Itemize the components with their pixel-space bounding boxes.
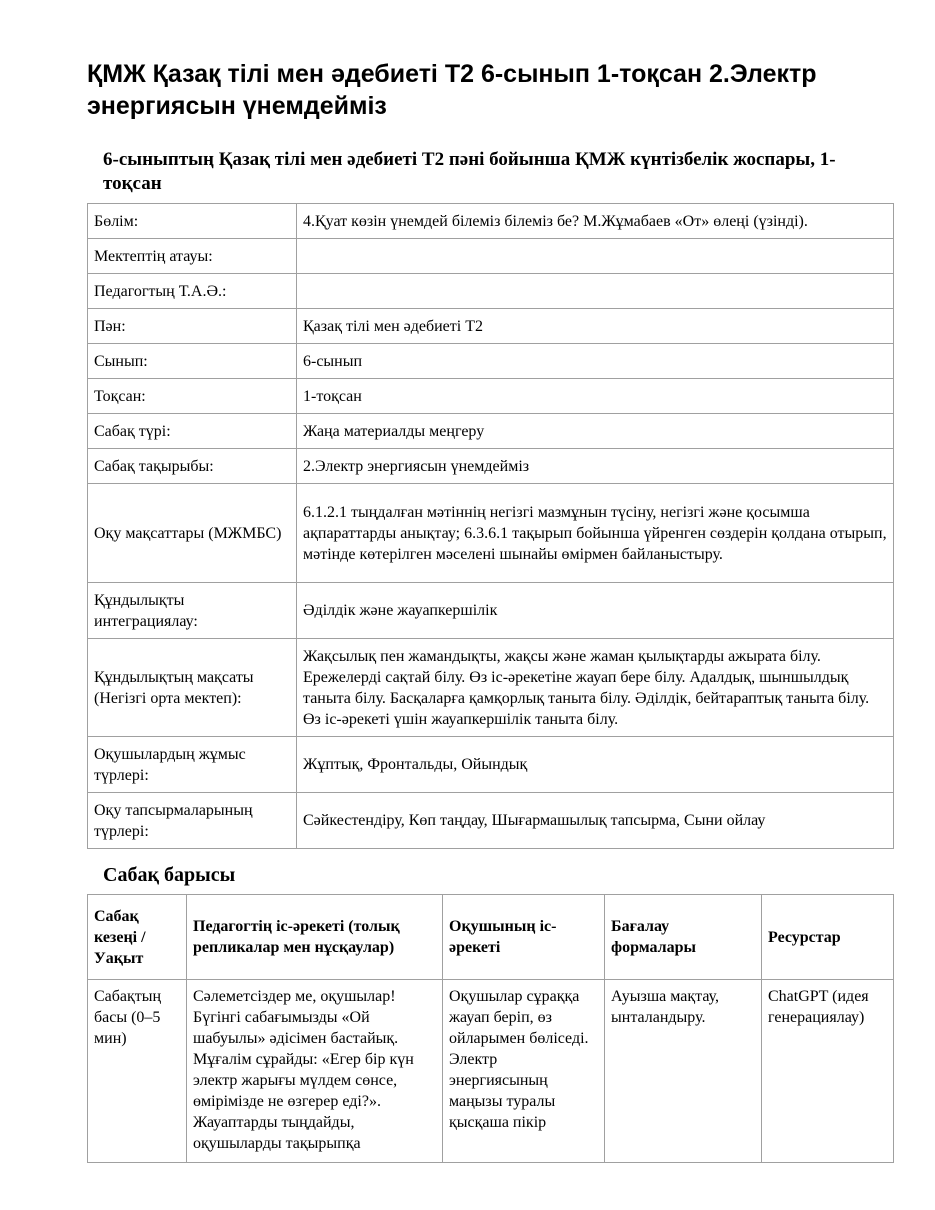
lesson-info-table — [87, 203, 894, 849]
info-value: Жақсылық пен жамандықты, жақсы және жаман қылықтарды ажырата білу. Ережелерді сақтай білу. Өз іс-әрекетіне жауап бере білу. Адалдық, шыншылдық таныта білу. Басқаларға қамқорлық таныта білу. Әділдік, бейтараптық таныта білу. Өз іс-әрекеті үшін жауапкершілік таныта білу. — [297, 639, 894, 737]
table-row — [88, 737, 894, 793]
info-label: Тоқсан: — [88, 379, 297, 414]
student-activity-cell: Оқушылар сұраққа жауап беріп, өз ойларымен бөліседі. Электр энергиясының маңызы туралы қысқаша пікір — [443, 980, 605, 1163]
column-header-teacher: Педагогтің іс-әрекеті (толық репликалар мен нұсқаулар) — [187, 895, 443, 980]
info-label: Оқу тапсырмаларының түрлері: — [88, 793, 297, 849]
table-row — [88, 449, 894, 484]
info-label: Пән: — [88, 309, 297, 344]
column-header-assessment: Бағалау формалары — [605, 895, 762, 980]
info-label: Оқу мақсаттары (МЖМБС) — [88, 484, 297, 583]
table-row — [88, 484, 894, 583]
info-value: Қазақ тілі мен әдебиеті Т2 — [297, 309, 894, 344]
assessment-cell: Ауызша мақтау, ынталандыру. — [605, 980, 762, 1163]
info-value: Жаңа материалды меңгеру — [297, 414, 894, 449]
info-value: 6-сынып — [297, 344, 894, 379]
info-label: Құндылықты интеграциялау: — [88, 583, 297, 639]
info-label: Мектептің атауы: — [88, 239, 297, 274]
info-value: 6.1.2.1 тыңдалған мәтіннің негізгі мазмұнын түсіну, негізгі және қосымша ақпараттарды анықтау; 6.3.6.1 тақырып бойынша үйренген сөздерін қолдана отырып, мәтінде көтерілген мәселені шынайы өмірмен байланыстыру. — [297, 484, 894, 583]
info-label: Сабақ түрі: — [88, 414, 297, 449]
lesson-flow-heading: Сабақ барысы — [103, 864, 236, 886]
info-label: Оқушылардың жұмыс түрлері: — [88, 737, 297, 793]
table-row — [88, 793, 894, 849]
column-header-student: Оқушының іс-әрекеті — [443, 895, 605, 980]
table-row — [88, 274, 894, 309]
info-value: 4.Қуат көзін үнемдей білеміз білеміз бе? М.Жұмабаев «От» өлеңі (үзінді). — [297, 204, 894, 239]
table-row — [88, 980, 894, 1163]
page-title: ҚМЖ Қазақ тілі мен әдебиеті Т2 6-сынып 1-тоқсан 2.Электр энергиясын үнемдейміз — [87, 60, 817, 120]
info-value: 1-тоқсан — [297, 379, 894, 414]
table-header-row — [88, 895, 894, 980]
info-label: Педагогтың Т.А.Ә.: — [88, 274, 297, 309]
table-row — [88, 639, 894, 737]
info-label: Сынып: — [88, 344, 297, 379]
table-row — [88, 583, 894, 639]
plan-subtitle: 6-сыныптың Қазақ тілі мен әдебиеті Т2 пәні бойынша ҚМЖ күнтізбелік жоспары, 1-тоқсан — [103, 149, 836, 194]
table-row — [88, 344, 894, 379]
table-row — [88, 309, 894, 344]
table-row — [88, 379, 894, 414]
teacher-activity-cell: Сәлеметсіздер ме, оқушылар! Бүгінгі сабағымызды «Ой шабуылы» әдісімен бастайық. Мұғалім сұрайды: «Егер бір күн электр жарығы мүлдем сөнсе, өмірімізде не өзгерер еді?». Жауаптарды тыңдайды, оқушыларды тақырыпқа — [187, 980, 443, 1163]
info-value: 2.Электр энергиясын үнемдейміз — [297, 449, 894, 484]
info-value: Әділдік және жауапкершілік — [297, 583, 894, 639]
column-header-stage: Сабақ кезеңі / Уақыт — [88, 895, 187, 980]
column-header-resources: Ресурстар — [762, 895, 894, 980]
info-value: Сәйкестендіру, Көп таңдау, Шығармашылық тапсырма, Сыни ойлау — [297, 793, 894, 849]
info-value — [297, 239, 894, 274]
lesson-flow-table — [87, 894, 894, 1163]
info-label: Бөлім: — [88, 204, 297, 239]
info-label: Құндылықтың мақсаты (Негізгі орта мектеп): — [88, 639, 297, 737]
table-row — [88, 414, 894, 449]
stage-cell: Сабақтың басы (0–5 мин) — [88, 980, 187, 1163]
table-row — [88, 204, 894, 239]
resources-cell: ChatGPT (идея генерациялау) — [762, 980, 894, 1163]
table-row — [88, 239, 894, 274]
info-value — [297, 274, 894, 309]
info-label: Сабақ тақырыбы: — [88, 449, 297, 484]
info-value: Жұптық, Фронтальды, Ойындық — [297, 737, 894, 793]
